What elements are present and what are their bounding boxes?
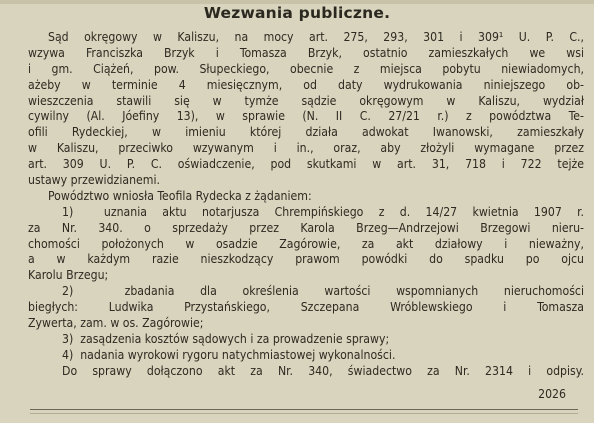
notice-body bbox=[28, 30, 584, 380]
notice-line: cywilny (Al. Jóefiny 13), w sprawie (N. II C. 27/21 r.) z powództwa Te- bbox=[28, 109, 584, 124]
notice-line: 1) uznania aktu notarjusza Chrempińskiego z d. 14/27 kwietnia 1907 r. bbox=[62, 204, 584, 219]
notice-line: wieszczenia stawili się w tymże sądzie okręgowym w Kaliszu, wydział bbox=[28, 93, 584, 108]
notice-line: i gm. Ciążeń, pow. Słupeckiego, obecnie z miejsca pobytu niewiadomych, bbox=[28, 61, 584, 76]
notice-line: chomości położonych w osadzie Zagórowie, za akt działowy i nieważny, bbox=[28, 236, 584, 251]
notice-line: za Nr. 340. o sprzedaży przez Karola Brzeg—Andrzejowi Brzegowi nieru- bbox=[28, 220, 584, 235]
notice-line: Do sprawy dołączono akt za Nr. 340, świadectwo za Nr. 2314 i odpisy. bbox=[62, 363, 584, 378]
bottom-divider bbox=[30, 409, 578, 410]
notice-line: a w każdym razie nieszkodzący prawom powódki do spadku po ojcu bbox=[28, 252, 584, 267]
notice-line: Sąd okręgowy w Kaliszu, na mocy art. 275, 293, 301 i 309¹ U. P. C., bbox=[48, 30, 584, 44]
notice-line: biegłych: Ludwika Przystańskiego, Szczepana Wróblewskiego i Tomasza bbox=[28, 300, 584, 315]
notice-number: 2026 bbox=[538, 387, 566, 401]
notice-title: Wezwania publiczne. bbox=[203, 4, 391, 22]
notice-line: Powództwo wniosła Teofila Rydecka z żądaniem: bbox=[48, 188, 312, 203]
notice-line: wzywa Franciszka Brzyk i Tomasza Brzyk, ostatnio zamieszkałych we wsi bbox=[28, 45, 584, 60]
notice-line: w Kaliszu, przeciwko wzywanym i in., oraz, aby złożyli wymagane przez bbox=[28, 141, 584, 156]
notice-line: ażeby w terminie 4 miesięcznym, od daty wydrukowania niniejszego ob- bbox=[28, 77, 584, 92]
notice-line: ofili Rydeckiej, w imieniu której działa adwokat Iwanowski, zamieszkały bbox=[28, 125, 584, 140]
notice-line: 4) nadania wyrokowi rygoru natychmiastowej wykonalności. bbox=[62, 347, 396, 362]
notice-line: 2) zbadania dla określenia wartości wspomnianych nieruchomości bbox=[62, 284, 584, 299]
notice-line: Zywerta, zam. w os. Zagórowie; bbox=[28, 316, 204, 331]
bottom-divider-faint bbox=[30, 413, 578, 414]
notice-line: Karolu Brzegu; bbox=[28, 268, 109, 283]
notice-line: ustawy przewidzianemi. bbox=[28, 173, 160, 188]
notice-line: art. 309 U. P. C. oświadczenie, pod skutkami w art. 31, 718 i 722 tejże bbox=[28, 157, 584, 172]
notice-line: 3) zasądzenia kosztów sądowych i za prowadzenie sprawy; bbox=[62, 331, 390, 346]
